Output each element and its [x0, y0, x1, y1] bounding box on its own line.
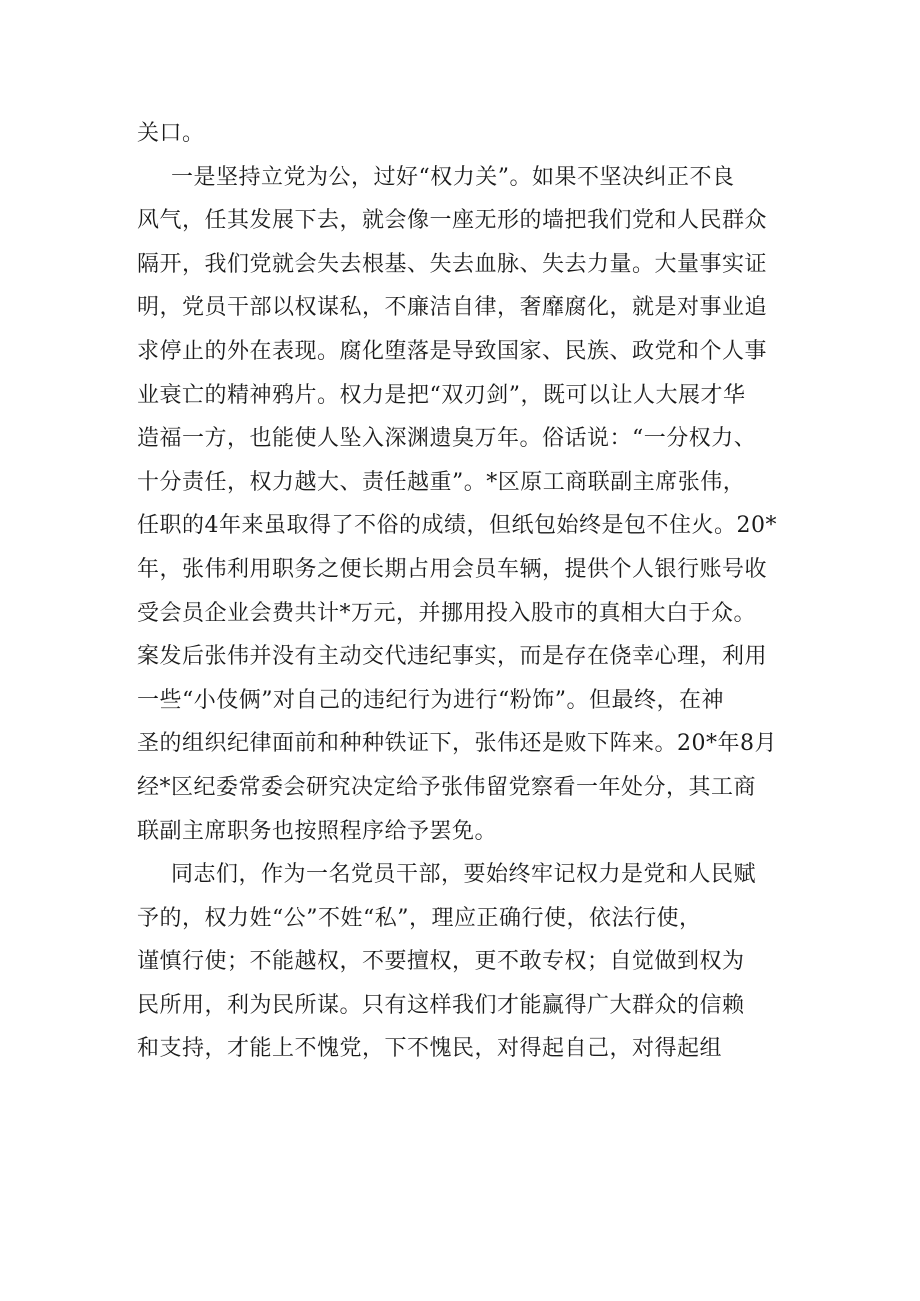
text-line: 求停止的外在表现。腐化堕落是导致国家、民族、政党和个人事 — [137, 338, 768, 364]
text-line: 年，张伟利用职务之便长期占用会员车辆，提供个人银行账号收 — [137, 556, 768, 582]
text-line: 予的，权力姓“公”不姓“私”，理应正确行使，依法行使， — [137, 905, 702, 931]
text-line: 明，党员干部以权谋私，不廉洁自律，奢靡腐化，就是对事业追 — [137, 295, 768, 321]
paragraph-first-line: 一是坚持立党为公，过好“权力关”。如果不坚决纠正不良 — [171, 164, 735, 190]
text-line: 民所用，利为民所谋。只有这样我们才能赢得广大群众的信赖 — [137, 992, 745, 1018]
text-line: 十分责任，权力越大、责任越重”。*区原工商联副主席张伟， — [137, 469, 746, 495]
text-line: 经*区纪委常委会研究决定给予张伟留党察看一年处分，其工商 — [137, 774, 757, 800]
text-line: 业衰亡的精神鸦片。权力是把“双刃剑”，既可以让人大展才华 — [137, 382, 746, 408]
text-line: 谨慎行使；不能越权，不要擅权，更不敢专权；自觉做到权为 — [137, 949, 745, 975]
paragraph-first-line: 同志们，作为一名党员干部，要始终牢记权力是党和人民赋 — [171, 862, 757, 888]
text-line: 一些“小伎俩”对自己的违纪行为进行“粉饰”。但最终，在神 — [137, 687, 724, 713]
text-line: 受会员企业会费共计*万元，并挪用投入股市的真相大白于众。 — [137, 600, 757, 626]
text-line: 关口。 — [137, 121, 205, 146]
text-line: 圣的组织纪律面前和种种铁证下，张伟还是败下阵来。20*年8月 — [137, 731, 777, 757]
document-body — [137, 112, 787, 1071]
text-line: 风气，任其发展下去，就会像一座无形的墙把我们党和人民群众 — [137, 208, 768, 234]
text-line: 案发后张伟并没有主动交代违纪事实，而是存在侥幸心理，利用 — [137, 644, 768, 670]
text-line: 任职的4年来虽取得了不俗的成绩，但纸包始终是包不住火。20* — [137, 513, 777, 539]
text-line: 造福一方，也能使人坠入深渊遗臭万年。俗话说：“一分权力、 — [137, 426, 757, 452]
text-line: 联副主席职务也按照程序给予罢免。 — [137, 818, 498, 844]
text-line: 隔开，我们党就会失去根基、失去血脉、失去力量。大量事实证 — [137, 251, 768, 277]
text-line: 和支持，才能上不愧党，下不愧民，对得起自己，对得起组 — [137, 1036, 723, 1062]
